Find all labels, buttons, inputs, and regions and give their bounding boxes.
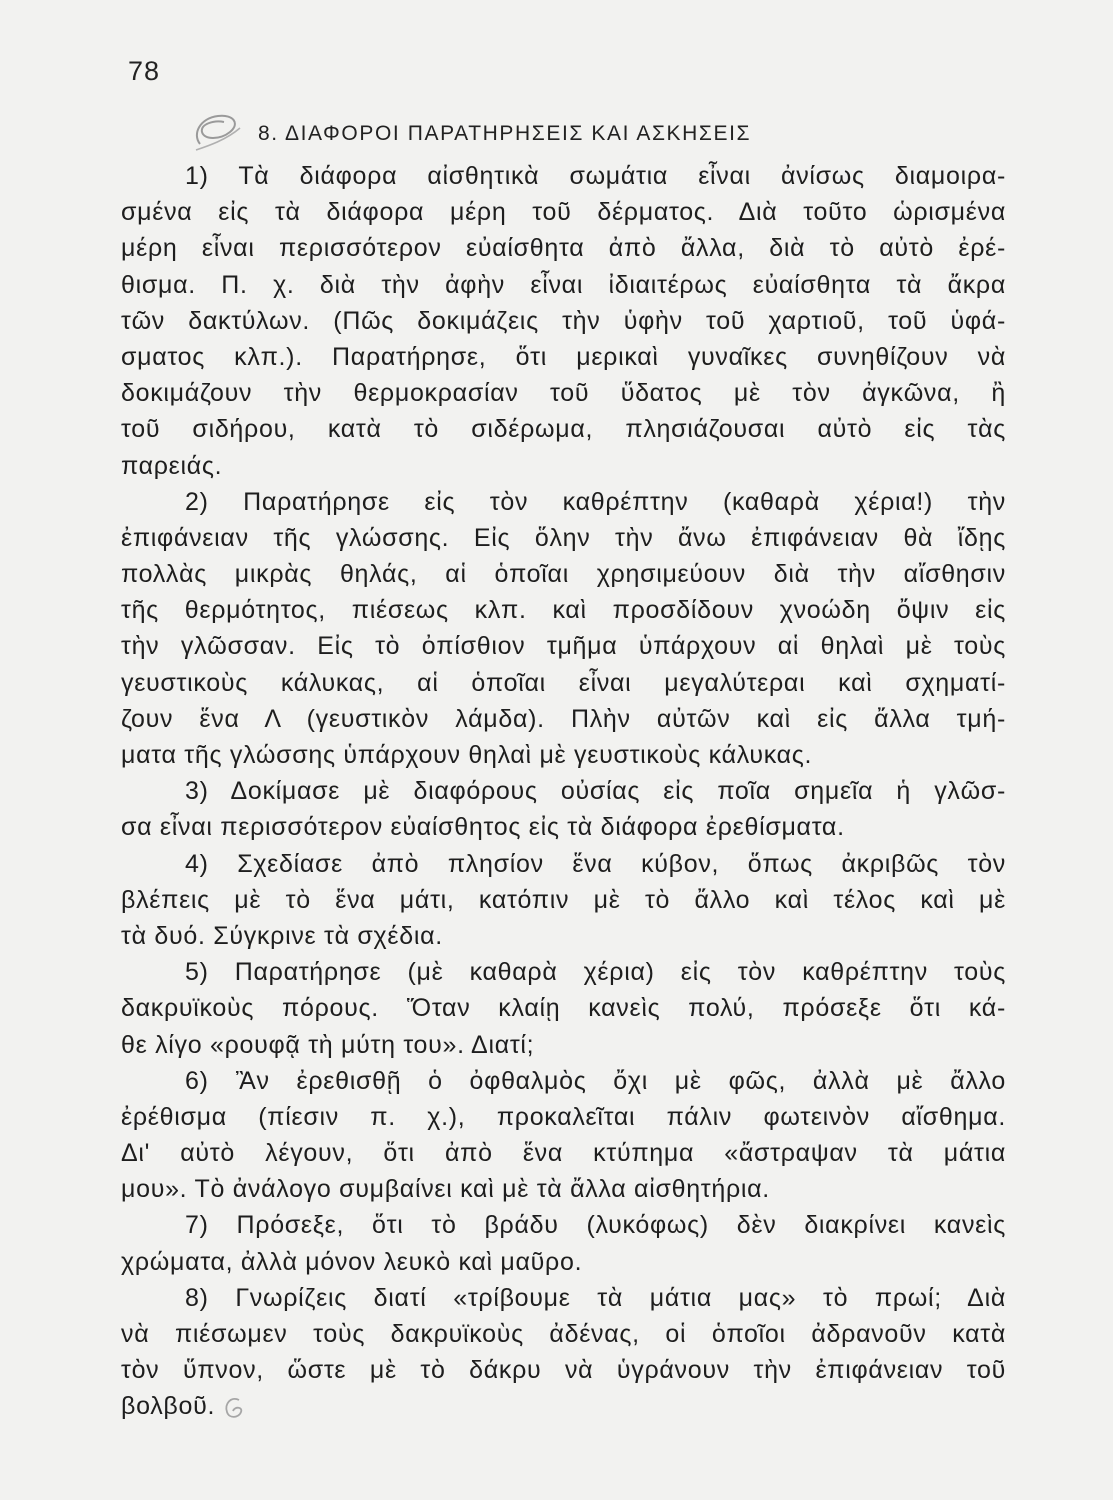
text-line	[121, 1099, 1006, 1135]
text-line	[121, 1280, 1006, 1316]
text-line-content: τὴν γλῶσσαν. Εἰς τὸ ὀπίσθιον τμῆμα ὑπάρχουν αἱ θηλαὶ μὲ τοὺς	[121, 632, 1006, 661]
text-line-content: θισμα. Π. χ. διὰ τὴν ἀφὴν εἶναι ἰδιαιτέρως εὐαίσθητα τὰ ἄκρα	[121, 270, 1006, 299]
text-line-content: 4) Σχεδίασε ἀπὸ πλησίον ἕνα κύβον, ὅπως ἀκριβῶς τὸν	[185, 849, 1006, 878]
text-line-content: ἐρέθισμα (πίεσιν π. χ.), προκαλεῖται πάλιν φωτεινὸν αἴσθημα.	[121, 1102, 1006, 1131]
text-line	[121, 990, 1006, 1026]
text-line-content: τὸν ὕπνον, ὥστε μὲ τὸ δάκρυ νὰ ὑγράνουν τὴν ἐπιφάνειαν τοῦ	[121, 1356, 1006, 1385]
text-line	[121, 303, 1006, 339]
text-line	[121, 918, 1006, 954]
text-line	[121, 1388, 1006, 1424]
text-line-content: 5) Παρατήρησε (μὲ καθαρὰ χέρια) εἰς τὸν καθρέπτην τοὺς	[185, 958, 1006, 987]
text-line-content: ἐπιφάνειαν τῆς γλώσσης. Εἰς ὅλην τὴν ἄνω ἐπιφάνειαν θὰ ἴδῃς	[121, 523, 1006, 552]
text-line-content: γευστικοὺς κάλυκας, αἱ ὁποῖαι εἶναι μεγαλύτεραι καὶ σχηματί-	[121, 668, 1006, 697]
text-line-content: μου». Τὸ ἀνάλογο συμβαίνει καὶ μὲ τὰ ἄλλα αἰσθητήρια.	[121, 1175, 770, 1204]
text-line	[121, 411, 1006, 447]
text-line	[121, 1244, 1006, 1280]
text-line	[121, 484, 1006, 520]
text-line	[121, 556, 1006, 592]
body-text	[121, 158, 1006, 1425]
text-line-content: νὰ πιέσωμεν τοὺς δακρυϊκοὺς ἀδένας, οἱ ὁποῖοι ἀδρανοῦν κατὰ	[121, 1320, 1006, 1348]
pencil-scribble-icon	[190, 110, 250, 156]
text-line	[121, 375, 1006, 411]
text-line	[121, 737, 1006, 773]
pencil-scribble-icon	[221, 1394, 247, 1422]
text-line-content: σμένα εἰς τὰ διάφορα μέρη τοῦ δέρματος. Διὰ τοῦτο ὡρισμένα	[121, 198, 1006, 227]
text-line	[121, 267, 1006, 303]
text-line	[121, 520, 1006, 556]
text-line	[121, 1171, 1006, 1207]
text-line	[121, 592, 1006, 628]
text-line-content: 1) Τὰ διάφορα αἰσθητικὰ σωμάτια εἶναι ἀνίσως διαμοιρα-	[185, 162, 1006, 190]
text-line	[121, 954, 1006, 990]
text-line	[121, 1316, 1006, 1352]
text-line-content: 3) Δοκίμασε μὲ διαφόρους οὐσίας εἰς ποῖα σημεῖα ἡ γλῶσ-	[185, 777, 1006, 806]
text-line-content: Δι' αὐτὸ λέγουν, ὅτι ἀπὸ ἕνα κτύπημα «ἄστραψαν τὰ μάτια	[121, 1139, 1006, 1168]
text-line	[121, 194, 1006, 230]
text-line-content: 2) Παρατήρησε εἰς τὸν καθρέπτην (καθαρὰ χέρια!) τὴν	[185, 487, 1006, 516]
text-line-content: τοῦ σιδήρου, κατὰ τὸ σιδέρωμα, πλησιάζουσαι αὐτὸ εἰς τὰς	[121, 415, 1006, 444]
text-line-content: θε λίγο «ρουφᾷ τὴ μύτη του». Διατί;	[121, 1030, 535, 1059]
text-line-content: δακρυϊκοὺς πόρους. Ὅταν κλαίῃ κανεὶς πολύ, πρόσεξε ὅτι κά-	[121, 994, 1006, 1023]
text-line	[121, 448, 1006, 484]
text-line	[121, 339, 1006, 375]
text-line-content: βολβοῦ.	[121, 1392, 216, 1421]
text-line-content: δοκιμάζουν τὴν θερμοκρασίαν τοῦ ὕδατος μὲ τὸν ἀγκῶνα, ἢ	[121, 379, 1006, 408]
text-line	[121, 701, 1006, 737]
text-line-content: παρειάς.	[121, 451, 223, 480]
text-line	[121, 1207, 1006, 1243]
text-line-content: πολλὰς μικρὰς θηλάς, αἱ ὁποῖαι χρησιμεύουν διὰ τὴν αἴσθησιν	[121, 560, 1006, 589]
text-line	[121, 230, 1006, 266]
text-line-content: σματος κλπ.). Παρατήρησε, ὅτι μερικαὶ γυναῖκες συνηθίζουν νὰ	[121, 342, 1006, 371]
text-line-content: 8) Γνωρίζεις διατί «τρίβουμε τὰ μάτια μας» τὸ πρωί; Διὰ	[185, 1283, 1006, 1312]
text-line-content: ζουν ἕνα Λ (γευστικὸν λάμδα). Πλὴν αὐτῶν καὶ εἰς ἄλλα τμή-	[121, 704, 1006, 733]
text-line-content: ματα τῆς γλώσσης ὑπάρχουν θηλαὶ μὲ γευστικοὺς κάλυκας.	[121, 741, 813, 769]
text-line-content: τὰ δυό. Σύγκρινε τὰ σχέδια.	[121, 921, 443, 950]
section-heading: 8. ΔΙΑΦΟΡΟΙ ΠΑΡΑΤΗΡΗΣΕΙΣ ΚΑΙ ΑΣΚΗΣΕΙΣ	[258, 122, 752, 145]
text-line-content: σα εἶναι περισσότερον εὐαίσθητος εἰς τὰ διάφορα ἐρεθίσματα.	[121, 813, 845, 842]
text-line	[121, 773, 1006, 809]
text-line	[121, 882, 1006, 918]
text-line	[121, 809, 1006, 845]
text-line	[121, 628, 1006, 664]
text-line	[121, 1063, 1006, 1099]
text-line	[121, 1027, 1006, 1063]
text-line-content: 7) Πρόσεξε, ὅτι τὸ βράδυ (λυκόφως) δὲν διακρίνει κανεὶς	[185, 1211, 1006, 1240]
text-line-content: τῶν δακτύλων. (Πῶς δοκιμάζεις τὴν ὑφὴν τοῦ χαρτιοῦ, τοῦ ὑφά-	[121, 306, 1006, 335]
text-line-content: τῆς θερμότητος, πιέσεως κλπ. καὶ προσδίδουν χνοώδη ὄψιν εἰς	[121, 596, 1006, 625]
text-line-content: βλέπεις μὲ τὸ ἕνα μάτι, κατόπιν μὲ τὸ ἄλλο καὶ τέλος καὶ μὲ	[121, 885, 1006, 914]
text-line	[121, 665, 1006, 701]
text-line-content: 6) Ἂν ἐρεθισθῇ ὁ ὀφθαλμὸς ὄχι μὲ φῶς, ἀλλὰ μὲ ἄλλο	[185, 1066, 1006, 1095]
text-line-content: χρώματα, ἀλλὰ μόνον λευκὸ καὶ μαῦρο.	[121, 1247, 583, 1276]
page-number: 78	[128, 56, 161, 86]
text-line	[121, 1352, 1006, 1388]
text-line-content: μέρη εἶναι περισσότερον εὐαίσθητα ἀπὸ ἄλλα, διὰ τὸ αὐτὸ ἐρέ-	[121, 234, 1006, 263]
text-line	[121, 846, 1006, 882]
text-line	[121, 158, 1006, 194]
text-line	[121, 1135, 1006, 1171]
